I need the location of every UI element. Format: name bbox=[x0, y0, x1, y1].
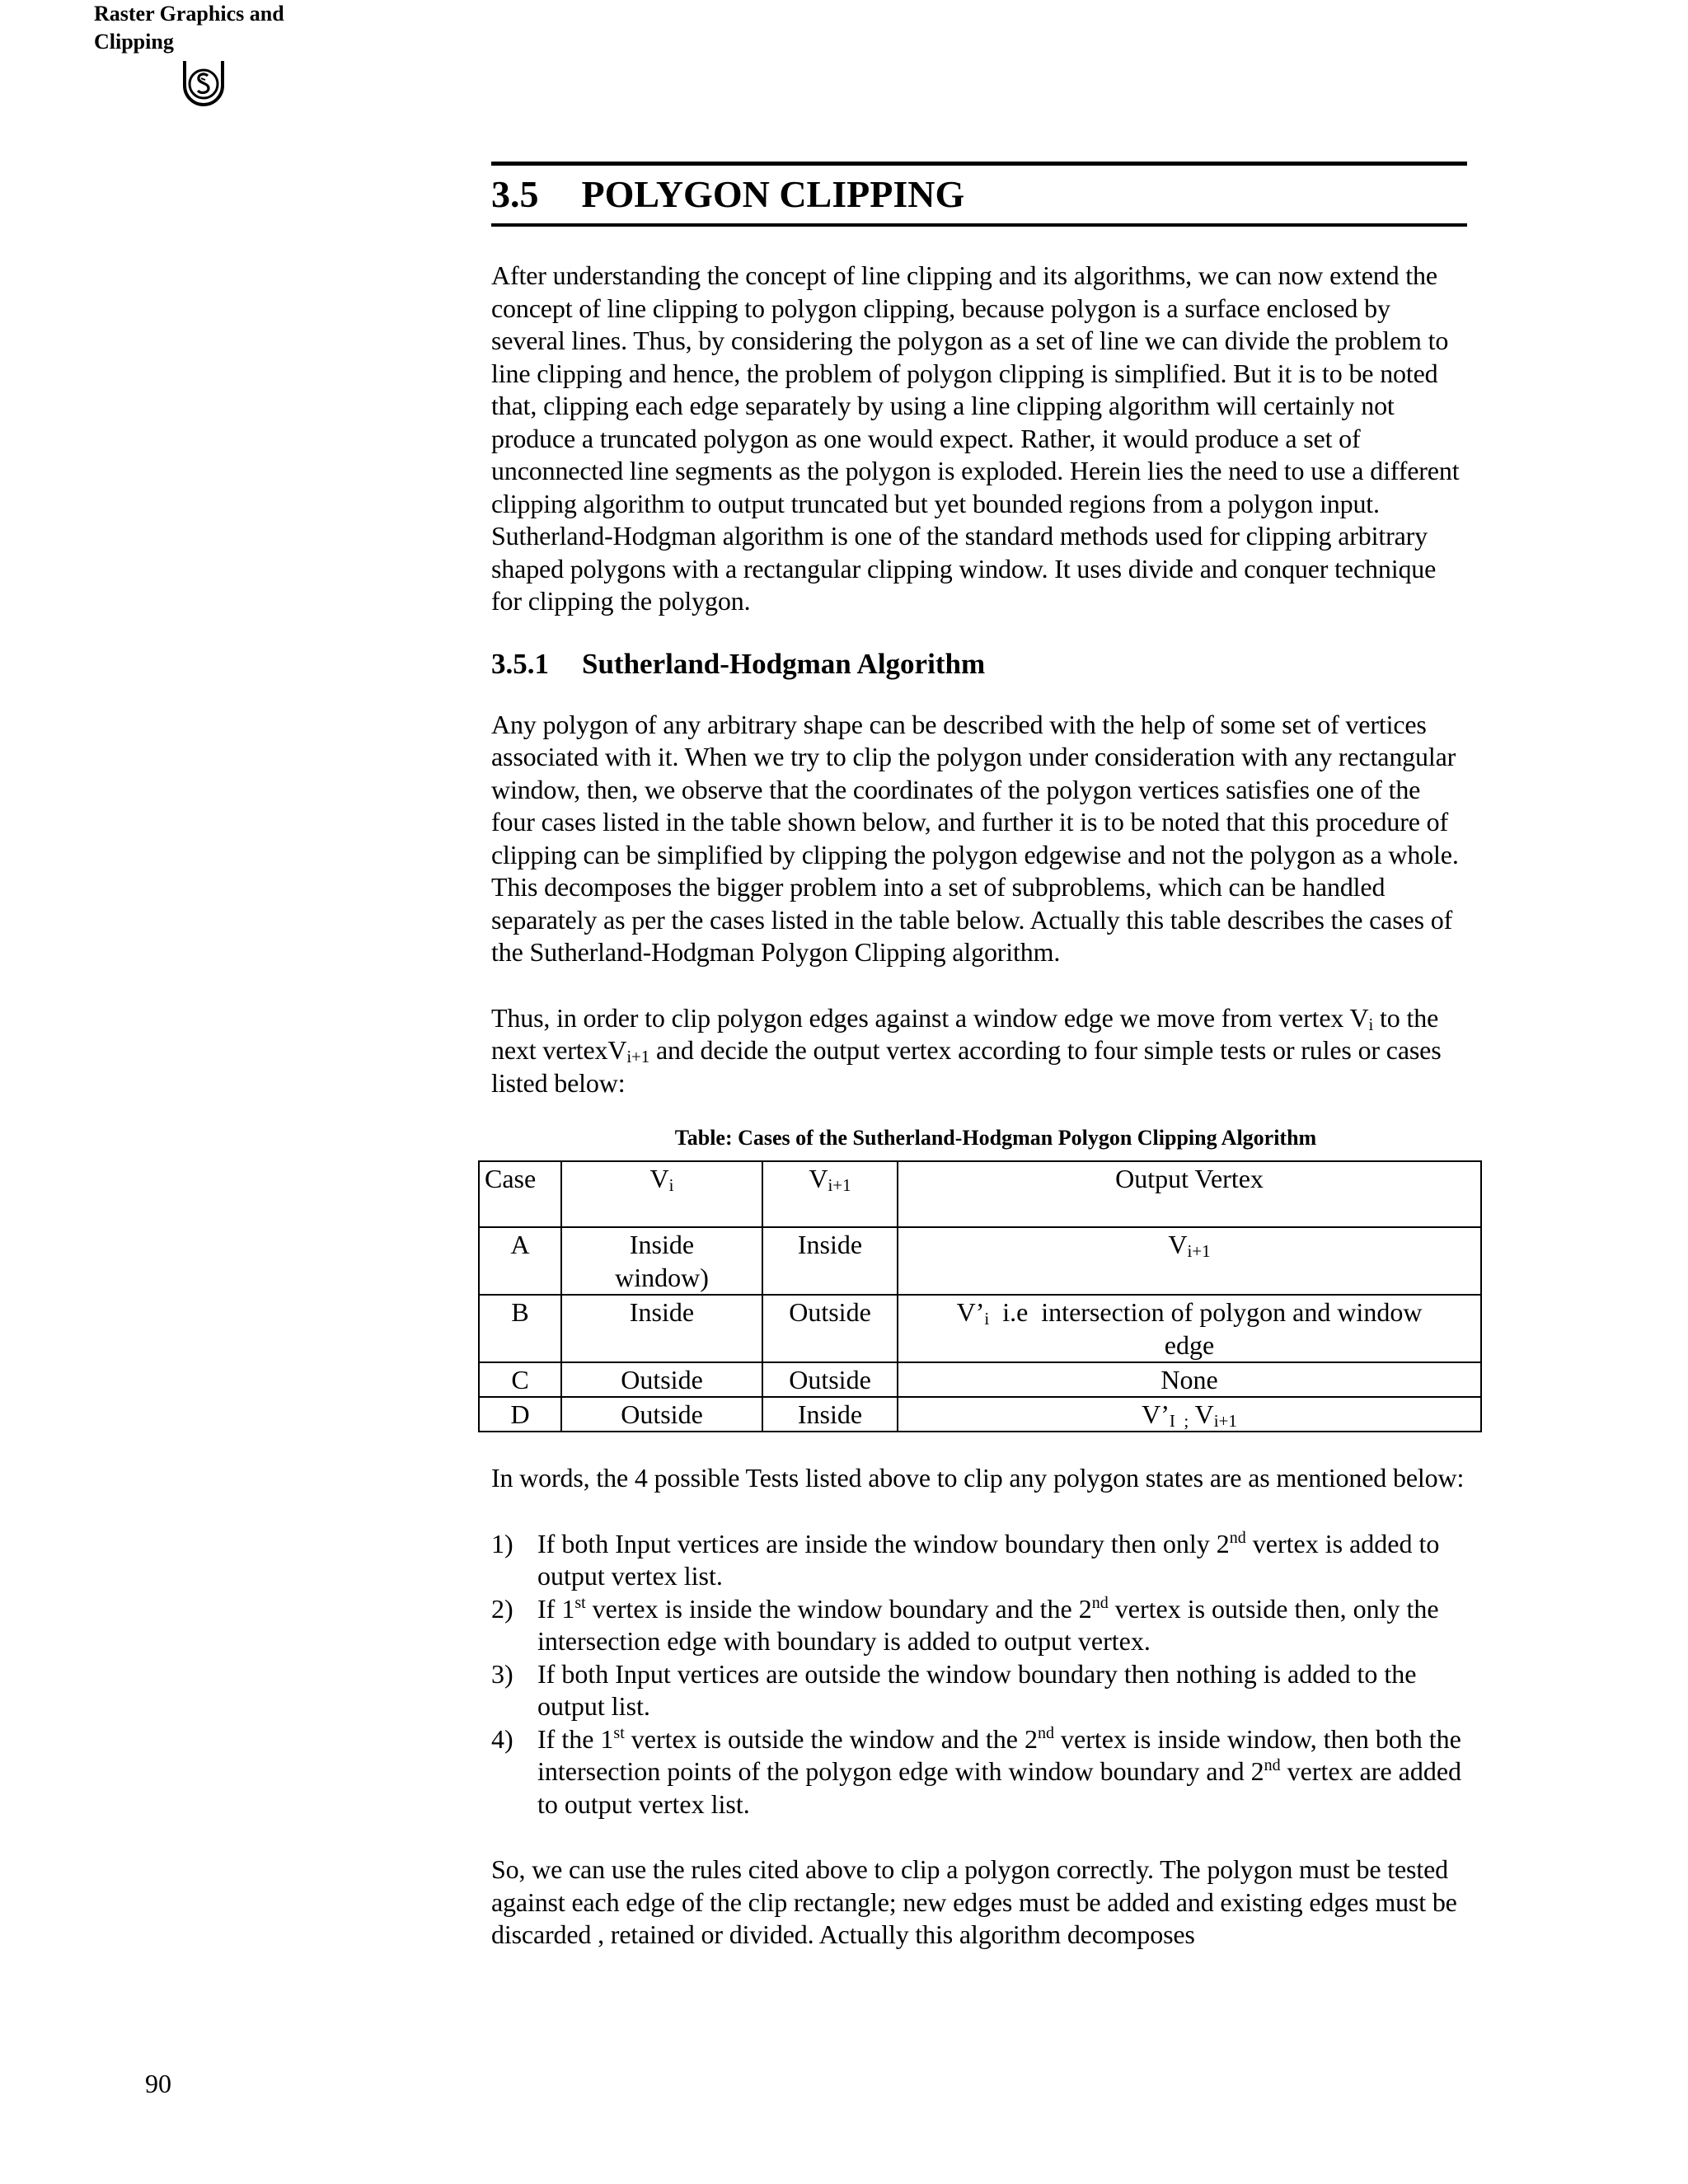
university-emblem-icon bbox=[180, 56, 227, 107]
table-row bbox=[479, 1397, 1481, 1432]
intro-paragraph: After understanding the concept of line clipping and its algorithms, we can now extend the concept of line clipping to polygon clipping, because polygon is a surface enclosed by several lines. Thus, by considering the polygon as a set of line we can divide the problem to line clipping and hence, the problem of polygon clipping is simplified. But it is to be noted that, clipping each edge separately by using a line clipping algorithm will certainly not produce a truncated polygon as one would expect. Rather, it would produce a set of unconnected line segments as the polygon is exploded. Herein lies the need to use a different clipping algorithm to output truncated but yet bounded regions from a polygon input. Sutherland-Hodgman algorithm is one of the standard methods used for clipping arbitrary shaped polygons with a rectangular clipping window. It uses divide and conquer technique for clipping the polygon. bbox=[491, 260, 1460, 616]
vertex-paragraph-text-3: and decide the output vertex according to four simple tests or rules or cases listed below: bbox=[491, 1035, 1442, 1098]
row-b-out-text-2: edge bbox=[1164, 1330, 1215, 1360]
list-item bbox=[491, 1658, 1467, 1723]
rule-1-text-a: If both Input vertices are inside the window boundary then only 2 bbox=[537, 1528, 1230, 1558]
table-row bbox=[479, 1362, 1481, 1397]
row-c-vi1: Outside bbox=[762, 1362, 898, 1397]
row-c-vi: Outside bbox=[561, 1362, 762, 1397]
closing-paragraph: So, we can use the rules cited above to clip a polygon correctly. The polygon must be tested against each edge of the clip rectangle; new edges must be added and existing edges must be discarded , retained or divided. Actually this algorithm decomposes bbox=[491, 1854, 1457, 1949]
list-item bbox=[491, 1593, 1467, 1658]
rule-2-sup1: st bbox=[574, 1593, 586, 1612]
rule-4-sup1: st bbox=[613, 1723, 625, 1742]
list-item bbox=[491, 1723, 1467, 1821]
row-c-case: C bbox=[479, 1362, 561, 1397]
algorithm-paragraph: Any polygon of any arbitrary shape can be described with the help of some set of vertices associated with it. When we try to clip the polygon under consideration with any rectangular window, then, we observe that the coordinates of the polygon vertices satisfies one of the four cases listed in the table shown below, and further it is to be noted that this procedure of clipping can be simplified by clipping the polygon edgewise and not the polygon as a whole. This decomposes the bigger problem into a set of subproblems, which can be handled separately as per the cases listed in the table below. Actually this table describes the cases of the Sutherland-Hodgman Polygon Clipping algorithm. bbox=[491, 709, 1459, 967]
rule-4-text-b: vertex is outside the window and the 2 bbox=[624, 1723, 1038, 1754]
subscript-i-plus-1: i+1 bbox=[626, 1047, 650, 1066]
page-content bbox=[485, 162, 1467, 1952]
row-b-vi: Inside bbox=[561, 1295, 762, 1362]
subscript-i: i bbox=[1368, 1014, 1374, 1034]
subsection-number: 3.5.1 bbox=[491, 647, 549, 680]
row-d-out-sub2: i+1 bbox=[1213, 1411, 1237, 1431]
rule-4-sup3: nd bbox=[1264, 1756, 1281, 1774]
row-d-out-sub1: I ; bbox=[1169, 1411, 1189, 1431]
row-b-out-sub: i bbox=[984, 1309, 990, 1329]
section-title: POLYGON CLIPPING bbox=[581, 173, 965, 215]
running-title-line1: Raster Graphics and bbox=[94, 2, 284, 26]
row-d-case: D bbox=[479, 1397, 561, 1432]
page-number: 90 bbox=[145, 2069, 171, 2098]
rule-2-text-c: vertex is outside then, only the intersection edge with boundary is added to output vertex. bbox=[537, 1593, 1439, 1656]
vertex-paragraph-text-1: Thus, in order to clip polygon edges against a window edge we move from vertex V bbox=[491, 1002, 1369, 1033]
rule-1-sup: nd bbox=[1229, 1528, 1246, 1547]
running-title-line2: Clipping bbox=[94, 30, 174, 54]
words-paragraph: In words, the 4 possible Tests listed above to clip any polygon states are as mentioned below: bbox=[491, 1463, 1465, 1493]
row-d-output bbox=[898, 1397, 1481, 1432]
row-d-vi: Outside bbox=[561, 1397, 762, 1432]
header-case: Case bbox=[479, 1161, 561, 1227]
section-bottom-rule bbox=[491, 223, 1467, 227]
row-d-out-base1: V’ bbox=[1142, 1399, 1170, 1429]
row-a-vi-line1: Inside bbox=[629, 1230, 695, 1259]
list-item bbox=[491, 1528, 1467, 1593]
cases-table bbox=[478, 1160, 1482, 1432]
row-d-out-base2: V bbox=[1194, 1399, 1214, 1429]
row-b-out-text-1: i.e intersection of polygon and window bbox=[989, 1297, 1423, 1327]
rule-1-number: 1) bbox=[491, 1528, 513, 1558]
row-a-case: A bbox=[479, 1227, 561, 1295]
rule-2-number: 2) bbox=[491, 1593, 513, 1624]
header-vi-base: V bbox=[649, 1164, 669, 1193]
header-vi-sub: i bbox=[668, 1175, 674, 1195]
rule-2-sup2: nd bbox=[1091, 1593, 1109, 1612]
section-number: 3.5 bbox=[491, 173, 539, 215]
rules-list bbox=[491, 1528, 1467, 1821]
subsection-heading bbox=[491, 646, 1467, 682]
rule-4-number: 4) bbox=[491, 1723, 513, 1754]
rule-2-text-a: If 1 bbox=[537, 1593, 575, 1624]
row-b-case: B bbox=[479, 1295, 561, 1362]
row-b-output bbox=[898, 1295, 1481, 1362]
row-a-vi1: Inside bbox=[762, 1227, 898, 1295]
row-a-out-base: V bbox=[1168, 1230, 1188, 1259]
header-output: Output Vertex bbox=[898, 1161, 1481, 1227]
row-a-output bbox=[898, 1227, 1481, 1295]
row-c-output: None bbox=[898, 1362, 1481, 1397]
table-row bbox=[479, 1227, 1481, 1295]
row-d-vi1: Inside bbox=[762, 1397, 898, 1432]
row-b-out-base: V’ bbox=[956, 1297, 985, 1327]
header-vi1-sub: i+1 bbox=[828, 1175, 851, 1195]
rule-4-text-a: If the 1 bbox=[537, 1723, 614, 1754]
row-a-out-sub: i+1 bbox=[1187, 1241, 1211, 1261]
rule-2-text-b: vertex is inside the window boundary and the 2 bbox=[585, 1593, 1092, 1624]
rule-3-number: 3) bbox=[491, 1658, 513, 1689]
rule-4-text-c: vertex is inside window, then both the intersection points of the polygon edge with window boundary and 2 bbox=[537, 1723, 1461, 1786]
rule-4-text-d: vertex are added to output vertex list. bbox=[537, 1756, 1462, 1819]
rule-1-text-b: vertex is added to output vertex list. bbox=[537, 1528, 1440, 1591]
vertex-paragraph-text-2: to the next vertexV bbox=[491, 1002, 1439, 1065]
header-vi bbox=[561, 1161, 762, 1227]
row-b-vi1: Outside bbox=[762, 1295, 898, 1362]
subsection-title: Sutherland-Hodgman Algorithm bbox=[582, 647, 986, 680]
rule-4-sup2: nd bbox=[1037, 1723, 1054, 1742]
running-header bbox=[94, 0, 284, 56]
table-row bbox=[479, 1295, 1481, 1362]
table-header-row bbox=[479, 1161, 1481, 1227]
vertex-paragraph bbox=[491, 1002, 1467, 1100]
table-caption: Table: Cases of the Sutherland-Hodgman Polygon Clipping Algorithm bbox=[674, 1126, 1317, 1150]
row-a-vi bbox=[561, 1227, 762, 1295]
rule-3-text-a: If both Input vertices are outside the window boundary then nothing is added to the output list. bbox=[537, 1658, 1417, 1721]
header-vi1 bbox=[762, 1161, 898, 1227]
header-vi1-base: V bbox=[809, 1164, 828, 1193]
row-a-vi-line2: window) bbox=[615, 1263, 709, 1292]
section-heading bbox=[491, 166, 1467, 223]
